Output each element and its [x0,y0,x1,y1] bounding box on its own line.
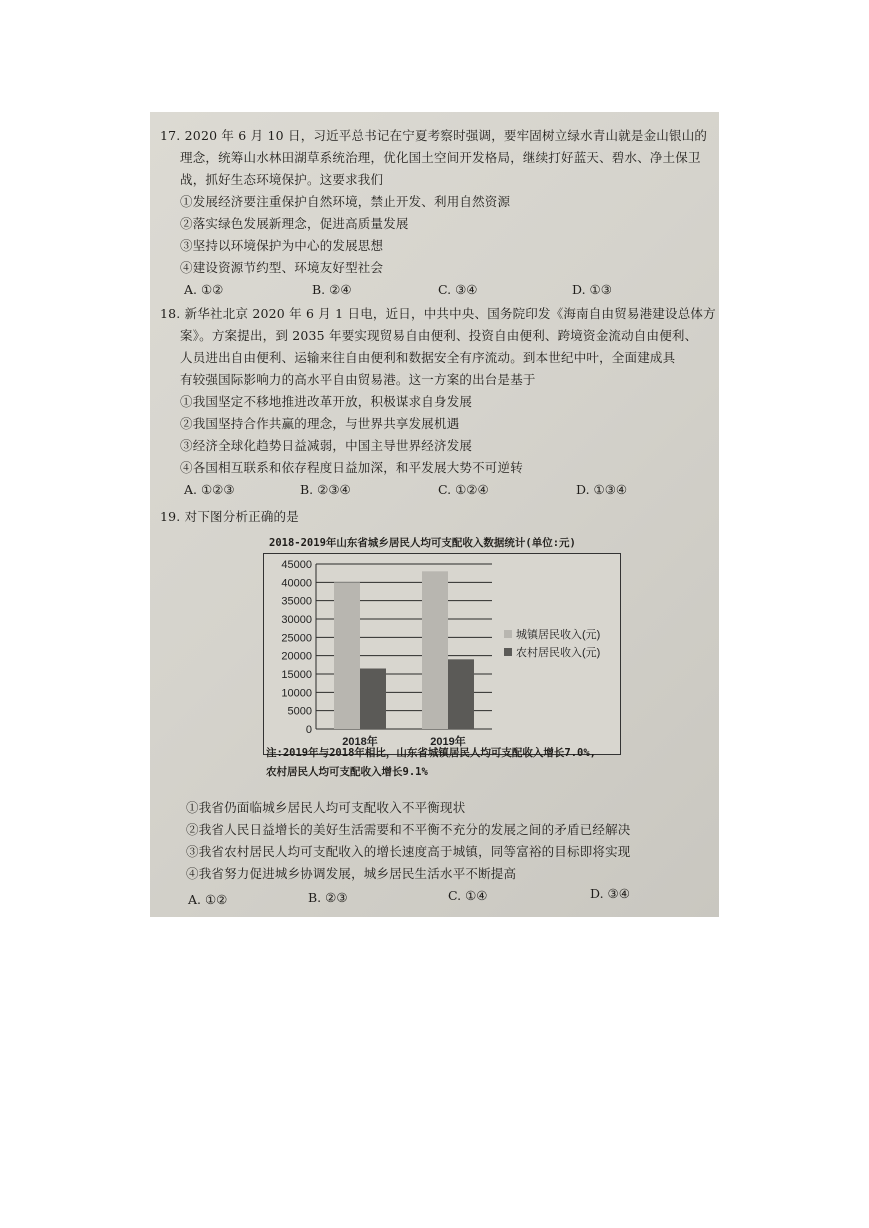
option-d: D. ①③ [572,282,612,297]
chart-note-line: 注:2019年与2018年相比，山东省城镇居民人均可支配收入增长7.0%, [266,747,597,759]
y-tick-label: 45000 [281,559,312,571]
exam-page-photo [150,112,719,917]
option-b: B. ②③④ [300,482,351,497]
statement: ②落实绿色发展新理念，促进高质量发展 [180,216,409,231]
y-tick-label: 0 [305,724,312,736]
statement: ④建设资源节约型、环境友好型社会 [180,260,384,275]
chart-canvas [264,554,620,754]
legend-label: 农村居民收入(元) [516,647,601,659]
option-c: C. ①④ [448,888,488,903]
y-tick-label: 25000 [281,632,312,645]
y-tick-label: 35000 [281,595,312,608]
bar [334,582,360,729]
statement: ③我省农村居民人均可支配收入的增长速度高于城镇，同等富裕的目标即将实现 [186,844,631,859]
question-stem-line: 有较强国际影响力的高水平自由贸易港。这一方案的出台是基于 [180,372,536,387]
option-d: D. ③④ [590,886,630,901]
question-stem-line: 人员进出自由便利、运输来往自由便利和数据安全有序流动。到本世纪中叶，全面建成具 [180,350,676,365]
y-tick-label: 15000 [281,669,312,681]
income-bar-chart [263,535,623,765]
statement: ①我国坚定不移地推进改革开放，积极谋求自身发展 [180,394,473,409]
question-stem-line: 19. 对下图分析正确的是 [160,509,299,524]
question-stem-line: 案》。方案提出，到 2035 年要实现贸易自由便利、投资自由便利、跨境资金流动自由便利、 [180,328,698,343]
question-stem-line: 理念，统筹山水林田湖草系统治理，优化国土空间开发格局，继续打好蓝天、碧水、净土保卫 [180,150,701,165]
statement: ①我省仍面临城乡居民人均可支配收入不平衡现状 [186,800,466,815]
option-c: C. ③④ [438,282,478,297]
chart-note [266,744,596,782]
statement: ④我省努力促进城乡协调发展，城乡居民生活水平不断提高 [186,866,517,881]
option-a: A. ①② [184,282,224,297]
statement: ④各国相互联系和依存程度日益加深，和平发展大势不可逆转 [180,460,523,475]
y-tick-label: 20000 [281,650,312,663]
legend-swatch [504,630,512,638]
statement: ③经济全球化趋势日益减弱，中国主导世界经济发展 [180,438,473,453]
question-stem-line: 17. 2020 年 6 月 10 日，习近平总书记在宁夏考察时强调，要牢固树立绿水青山就是金山银山的 [160,128,708,143]
chart-note-line: 农村居民人均可支配收入增长9.1% [266,766,428,778]
question-stem-line: 18. 新华社北京 2020 年 6 月 1 日电，近日，中共中央、国务院印发《海南自由贸易港建设总体方 [160,306,716,321]
chart-frame [263,553,621,755]
statement: ②我省人民日益增长的美好生活需要和不平衡不充分的发展之间的矛盾已经解决 [186,822,631,837]
legend-label: 城镇居民收入(元) [516,629,601,641]
bar [360,669,386,730]
bar [448,659,474,729]
y-tick-label: 30000 [281,614,312,626]
y-tick-label: 40000 [281,577,312,590]
option-a: A. ①②③ [184,482,235,497]
option-c: C. ①②④ [438,482,489,497]
question-stem-line: 战，抓好生态环境保护。这要求我们 [180,172,384,187]
option-d: D. ①③④ [576,482,628,497]
legend-swatch [504,648,512,656]
x-tick-label: 2019年 [430,736,466,748]
option-b: B. ②③ [308,890,348,905]
statement: ③坚持以环境保护为中心的发展思想 [180,238,384,253]
option-a: A. ①② [188,892,228,907]
bar [422,571,448,729]
statement: ②我国坚持合作共赢的理念，与世界共享发展机遇 [180,416,460,431]
chart-title: 2018-2019年山东省城乡居民人均可支配收入数据统计(单位:元) [269,537,576,549]
option-b: B. ②④ [312,282,352,297]
statement: ①发展经济要注重保护自然环境，禁止开发、利用自然资源 [180,194,511,209]
x-tick-label: 2018年 [342,736,378,748]
y-tick-label: 10000 [281,687,312,700]
y-tick-label: 5000 [287,705,312,718]
